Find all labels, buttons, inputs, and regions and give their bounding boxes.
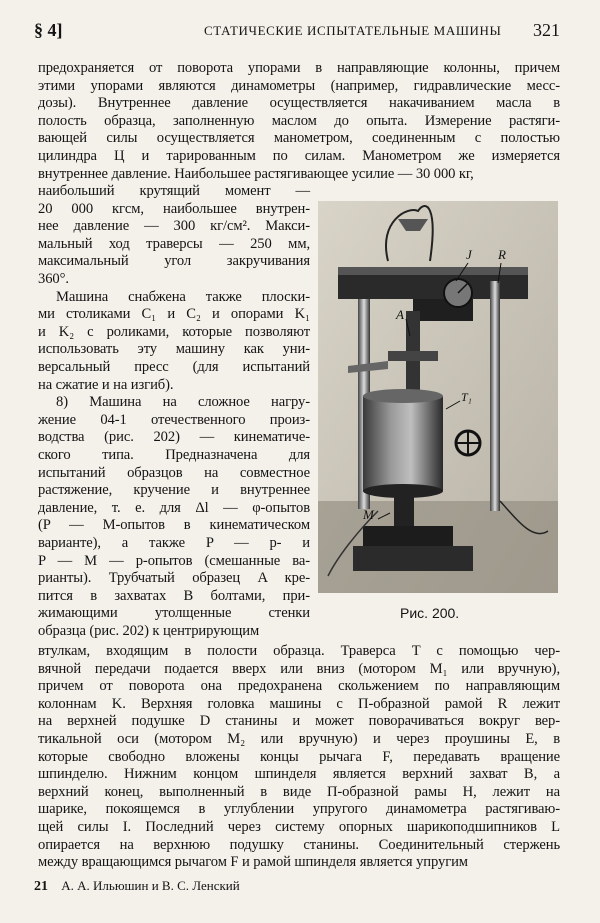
text-line: 360°. — [38, 271, 69, 287]
text-line: варианте), а также P — p- и — [38, 535, 310, 551]
text-line: и K₂ с роликами, которые позволяют — [38, 323, 310, 340]
text-line: вающей силы осуществляется манометром, соединенным с полостью — [38, 130, 560, 147]
text-line: испытаний образцов на совместное — [38, 464, 310, 481]
text-line: образца (рис. 202) к центрирующим — [38, 623, 260, 639]
page-footer — [34, 878, 240, 895]
label-A: A — [396, 307, 404, 322]
text-line: дозы). Внутреннее давление осуществляется накачиванием масла в — [38, 95, 560, 112]
text-line: шпинделю. Нижним концом шпинделя является верхний захват B, а — [38, 766, 560, 783]
running-header — [34, 20, 560, 46]
label-J: J — [466, 247, 472, 262]
text-line: 20 000 кгсм, наибольшее внутрен- — [38, 200, 310, 217]
lower-grip — [394, 491, 414, 526]
text-line: мальный ход траверсы — 250 мм, — [38, 235, 310, 252]
text-line: полость образца, заполненную маслом до опыта. Измерение растяги- — [38, 112, 560, 129]
text-line: растяжение, кручение и внутреннее — [38, 482, 310, 499]
text-line: вячной передачи подается вверх или вниз (мотором M₁ или вручную), — [38, 660, 560, 677]
text-line: (P — M-опытов в кинематическом — [38, 517, 310, 534]
label-R: R — [498, 247, 506, 262]
text-line: на верхней подушке D станины и может поворачиваться вокруг вер- — [38, 713, 560, 730]
label-M: M — [363, 507, 374, 522]
signature-number: 21 — [34, 879, 48, 894]
text-line: использовать эту машину как уни- — [38, 341, 310, 358]
right-column — [490, 281, 500, 511]
page-number: 321 — [533, 20, 560, 40]
text-line: водства (рис. 202) — кинематиче- — [38, 429, 310, 446]
text-line: щей силы I. Последний через систему опорных шарикоподшипников L — [38, 819, 560, 835]
text-line: опирается на верхнюю подушку станины. Соединительный стержень — [38, 836, 560, 853]
text-line: жимающими утолщенные стенки — [38, 605, 310, 622]
text-line: предохраняется от поворота упорами в направляющие колонны, причем — [38, 60, 560, 76]
cylinder — [363, 396, 443, 491]
text-line: между вращающимся рычагом F и рамой шпинделя является упругим — [38, 854, 468, 871]
text-line: этими упорами являются динамометры (например, гидравлические месс- — [38, 77, 560, 94]
figure-200-machine-photo — [318, 201, 558, 593]
base — [363, 526, 453, 546]
text-line: шарике, покоящемся в углублении упругого динамометра растягиваю- — [38, 801, 560, 818]
label-T1: T₁ — [461, 390, 472, 404]
text-line: внутреннее давление. Наибольшее растягивающее усилие — 30 000 кг, — [38, 165, 474, 182]
text-line: втулкам, входящим в полости образца. Траверса T с помощью чер- — [38, 643, 560, 659]
text-line: жение 04-1 отечественного произ- — [38, 411, 310, 428]
footer-authors: А. А. Ильюшин и В. С. Ленский — [61, 878, 240, 893]
running-title: СТАТИЧЕСКИЕ ИСПЫТАТЕЛЬНЫЕ МАШИНЫ — [204, 23, 502, 38]
figure-caption: Рис. 200. — [400, 605, 460, 621]
text-line: рианты). Трубчатый образец A кре- — [38, 570, 310, 587]
text-line: ми столиками C₁ и C₂ и опорами K₁ — [38, 306, 310, 323]
text-line: наибольший крутящий момент — — [38, 183, 310, 199]
text-line: цилиндра Ц и тарированным по силам. Манометром же измеряется — [38, 148, 560, 164]
text-line: верхний конец, выполненный в виде П-образной рамы H, лежит на — [38, 783, 560, 800]
text-line: P — M — p-опытов (смешанные ва- — [38, 552, 310, 569]
text-line: версальный пресс (для испытаний — [38, 359, 310, 375]
text-line: Машина снабжена также плоски- — [56, 288, 310, 305]
text-line: ского типа. Предназначена для — [38, 447, 310, 463]
text-line: давление, т. е. для Δl — φ-опытов — [38, 499, 310, 516]
text-line: нее давление — 300 кг/см². Макси- — [38, 218, 310, 235]
text-line: причем от поворота она предохранена скольжением по направляющим — [38, 678, 560, 695]
text-line: тикальной оси (мотором M₂ или вручную) и через проушины E, в — [38, 731, 560, 747]
text-line: колоннам K. Верхняя головка машины с П-образной рамой R лежит — [38, 695, 560, 712]
section-marker: § 4] — [34, 20, 63, 40]
text-line: которые свободно вложены концы рычага F, передавать вращение — [38, 748, 560, 765]
text-line: максимальный угол закручивания — [38, 253, 310, 270]
text-line: пится в захватах B болтами, при- — [38, 587, 310, 604]
text-line: 8) Машина на сложное нагру- — [56, 394, 310, 411]
text-line: на сжатие и на изгиб). — [38, 376, 174, 393]
